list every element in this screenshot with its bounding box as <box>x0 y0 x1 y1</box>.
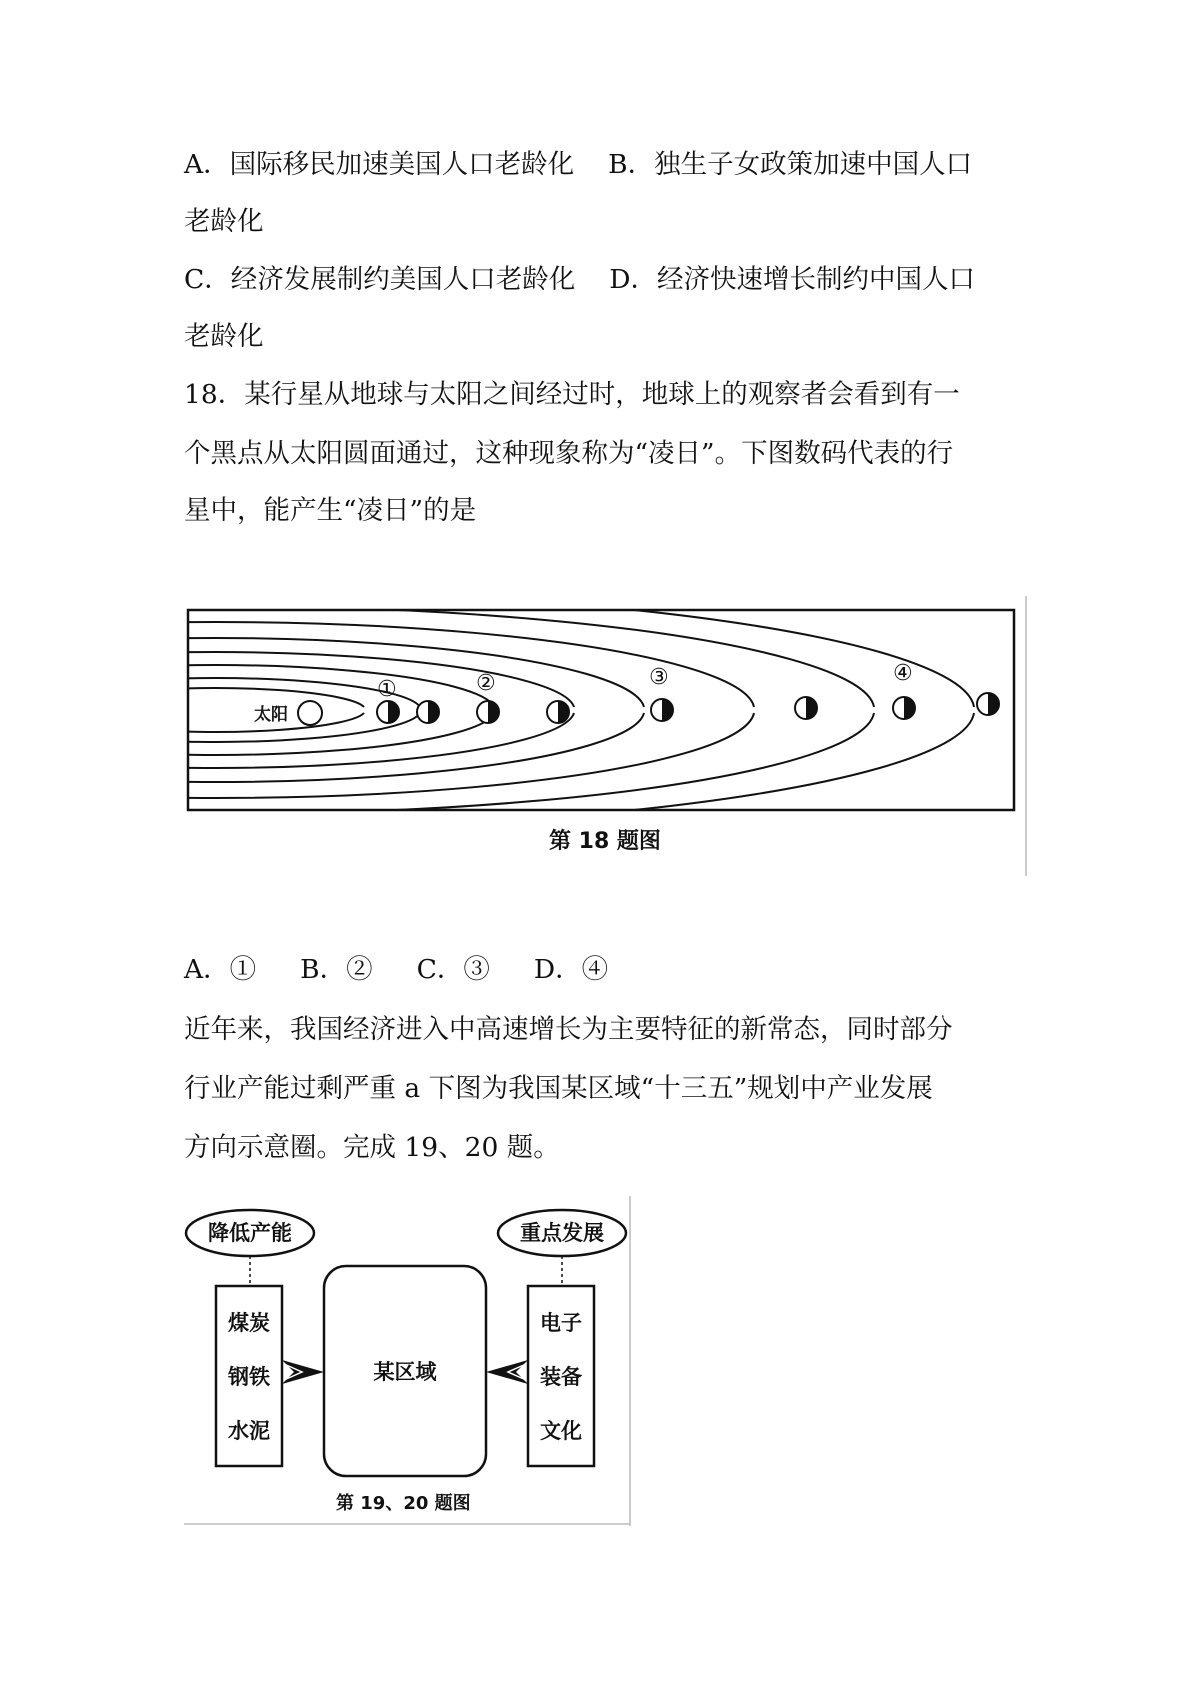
industry-diagram <box>184 1196 634 1526</box>
planet-4 <box>547 701 569 723</box>
q18-option-d: D．④ <box>533 954 609 985</box>
left-item-3: 水泥 <box>228 1419 270 1443</box>
q17-option-a-b-line <box>184 149 973 180</box>
q17-option-b-continuation: 老龄化 <box>184 206 264 237</box>
marker-4: ④ <box>893 661 913 686</box>
passage-line-3: 方向示意圈。完成 19、20 题。 <box>184 1132 560 1163</box>
left-item-1: 煤炭 <box>228 1311 270 1335</box>
q18-option-c: C．③ <box>416 954 490 985</box>
sun-label: 太阳 <box>254 705 288 725</box>
right-header: 重点发展 <box>520 1221 604 1245</box>
planet-3 <box>477 701 499 723</box>
right-item-2: 装备 <box>540 1365 582 1389</box>
q18-stem-line-2: 个黑点从太阳圆面通过，这种现象称为“凌日”。下图数码代表的行 <box>184 438 954 469</box>
planet-1 <box>377 701 399 723</box>
center-label: 某区域 <box>373 1360 437 1384</box>
left-header: 降低产能 <box>208 1221 292 1245</box>
q17-option-a: A．国际移民加速美国人口老龄化 <box>184 149 575 180</box>
q17-option-b: B．独生子女政策加速中国人口 <box>608 149 973 180</box>
q18-option-b: B．② <box>300 954 373 985</box>
q18-figure <box>184 596 1030 876</box>
marker-3: ③ <box>649 665 669 690</box>
q17-option-d: D．经济快速增长制约中国人口 <box>609 264 976 295</box>
marker-1: ① <box>377 677 397 702</box>
planet-2 <box>417 701 439 723</box>
planet-6 <box>795 697 817 719</box>
passage-line-2: 行业产能过剩严重 a 下图为我国某区域“十三五”规划中产业发展 <box>184 1073 933 1104</box>
q18-options <box>184 954 609 985</box>
orbit-diagram <box>184 596 1030 876</box>
q17-option-c: C．经济发展制约美国人口老龄化 <box>184 264 576 295</box>
q19-20-figure <box>184 1196 634 1526</box>
right-item-3: 文化 <box>540 1419 582 1443</box>
q19-20-figure-caption: 第 19、20 题图 <box>336 1493 471 1514</box>
passage-line-1: 近年来，我国经济进入中高速增长为主要特征的新常态，同时部分 <box>184 1014 953 1045</box>
right-item-1: 电子 <box>540 1311 582 1335</box>
right-arrow-icon <box>486 1360 528 1384</box>
sun-icon <box>298 701 322 725</box>
marker-2: ② <box>476 671 496 696</box>
q17-option-c-d-line <box>184 264 976 295</box>
left-arrow-icon <box>282 1360 324 1384</box>
planet-8 <box>977 693 999 715</box>
q17-option-d-continuation: 老龄化 <box>184 321 264 352</box>
q18-option-a: A．① <box>184 954 257 985</box>
left-item-2: 钢铁 <box>228 1365 270 1389</box>
planet-5 <box>651 699 673 721</box>
q18-stem-line-1: 18．某行星从地球与太阳之间经过时，地球上的观察者会看到有一 <box>184 379 960 410</box>
q18-stem-line-3: 星中，能产生“凌日”的是 <box>184 495 477 526</box>
q18-figure-caption: 第 18 题图 <box>549 829 661 854</box>
planet-7 <box>893 697 915 719</box>
